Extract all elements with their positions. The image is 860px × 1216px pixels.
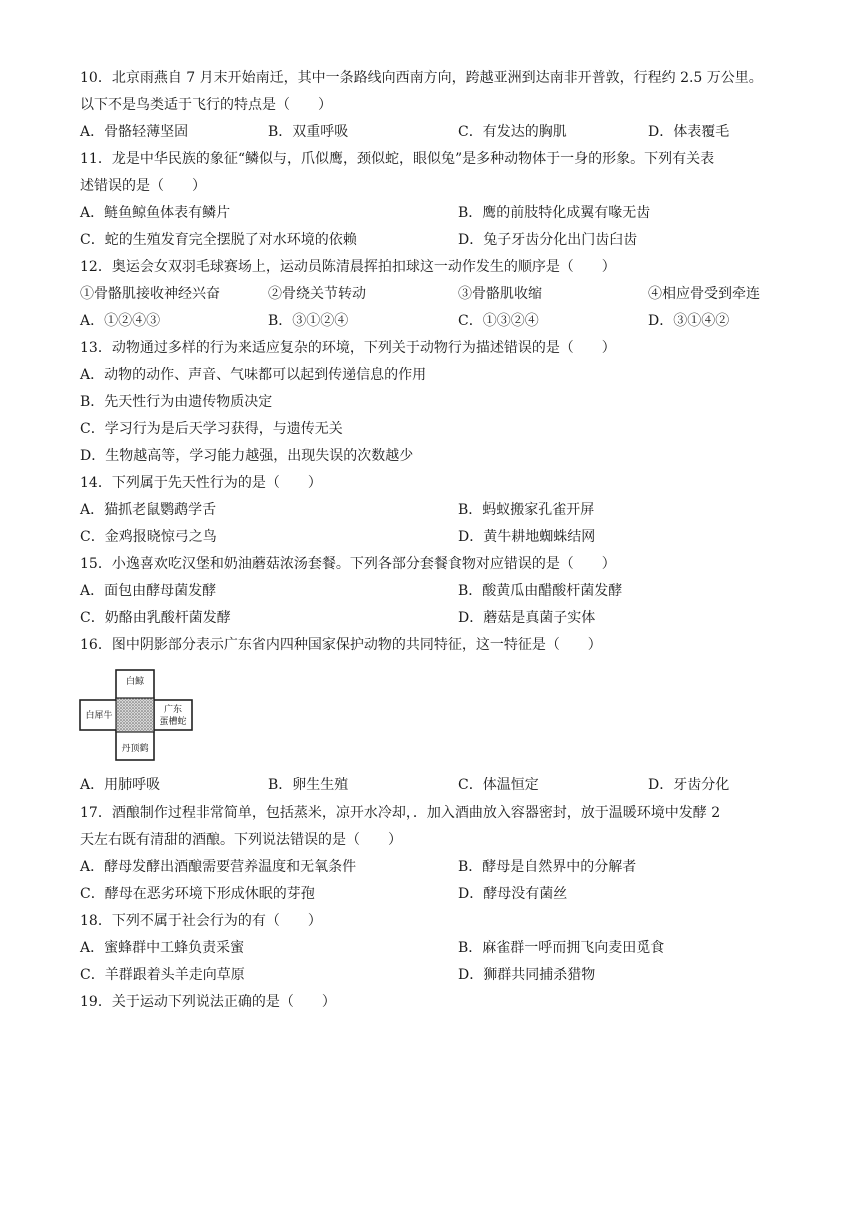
q17-option-b: B．酵母是自然界中的分解者 — [458, 859, 637, 875]
question-10-stem: 10．北京雨燕自 7 月末开始南迁，其中一条路线向西南方向，跨越亚洲到达南非开普敦，行程约 2.5 万公里。 — [80, 70, 763, 86]
q17-option-d: D．酵母没有菌丝 — [458, 886, 568, 902]
q11-option-c: C．蛇的生殖发育完全摆脱了对水环境的依赖 — [80, 232, 357, 248]
label-right-2: 蛋槽蛇 — [159, 717, 187, 727]
question-17-stem: 17．酒酿制作过程非常简单，包括蒸米，凉开水冷却，．加入酒曲放入容器密封，放于温暖环境中发酵 2 — [80, 805, 721, 821]
q12-step-2: ②骨绕关节转动 — [268, 286, 366, 302]
q18-option-a: A．蜜蜂群中工蜂负责采蜜 — [80, 940, 245, 956]
q13-option-d: D．生物越高等，学习能力越强，出现失误的次数越少 — [80, 448, 414, 464]
q12-option-d: D．③①④② — [648, 313, 730, 329]
q17-option-a: A．酵母发酵出酒酿需要营养温度和无氧条件 — [80, 859, 357, 875]
q16-option-a: A．用肺呼吸 — [80, 777, 161, 793]
q10-option-a: A．骨骼轻薄坚固 — [80, 124, 189, 140]
question-12-stem: 12．奥运会女双羽毛球赛场上，运动员陈清晨挥拍扣球这一动作发生的顺序是（ ） — [80, 259, 616, 275]
q15-option-c: C．奶酪由乳酸杆菌发酵 — [80, 610, 231, 626]
q13-option-a: A．动物的动作、声音、气味都可以起到传递信息的作用 — [80, 367, 427, 383]
q15-option-a: A．面包由酵母菌发酵 — [80, 583, 217, 599]
q12-step-3: ③骨骼肌收缩 — [458, 286, 542, 302]
question-11-stem: 11．龙是中华民族的象征“鳞似与，爪似鹰，颈似蛇，眼似兔”是多种动物体于一身的形象。下列有关表 — [80, 151, 715, 167]
question-18-stem: 18．下列不属于社会行为的有（ ） — [80, 913, 322, 929]
q10-option-c: C．有发达的胸肌 — [458, 124, 567, 140]
q12-option-b: B．③①②④ — [268, 313, 349, 329]
q16-option-d: D．牙齿分化 — [648, 777, 730, 793]
question-13-stem: 13．动物通过多样的行为来适应复杂的环境，下列关于动物行为描述错误的是（ ） — [80, 340, 616, 356]
question-16-stem: 16．图中阴影部分表示广东省内四种国家保护动物的共同特征，这一特征是（ ） — [80, 637, 602, 653]
q11-option-a: A．鲢鱼鲸鱼体表有鳞片 — [80, 205, 231, 221]
q10-option-d: D．体表覆毛 — [648, 124, 730, 140]
q18-option-d: D．狮群共同捕杀猎物 — [458, 967, 596, 983]
label-bottom: 丹顶鹤 — [121, 744, 149, 754]
question-10-stem-cont: 以下不是鸟类适于飞行的特点是（ ） — [80, 97, 332, 113]
q14-option-d: D．黄牛耕地蜘蛛结网 — [458, 529, 596, 545]
question-14-stem: 14．下列属于先天性行为的是（ ） — [80, 475, 322, 491]
q15-option-d: D．蘑菇是真菌子实体 — [458, 610, 596, 626]
q16-cross-diagram — [78, 668, 194, 764]
q17-option-c: C．酵母在恶劣环境下形成休眠的芽孢 — [80, 886, 315, 902]
q13-option-c: C．学习行为是后天学习获得，与遗传无关 — [80, 421, 343, 437]
q12-step-1: ①骨骼肌接收神经兴奋 — [80, 286, 220, 302]
label-right-1: 广东 — [163, 705, 183, 715]
q12-step-4: ④相应骨受到牵连 — [648, 286, 760, 302]
question-19-stem: 19．关于运动下列说法正确的是（ ） — [80, 994, 336, 1010]
q18-option-b: B．麻雀群一呼而拥飞向麦田觅食 — [458, 940, 665, 956]
question-11-stem-cont: 述错误的是（ ） — [80, 178, 206, 194]
shaded-overlap — [116, 698, 154, 732]
label-left: 白犀牛 — [85, 711, 113, 721]
label-top: 白鲸 — [125, 677, 145, 687]
q12-option-c: C．①③②④ — [458, 313, 539, 329]
question-17-stem-cont: 天左右既有清甜的酒酿。下列说法错误的是（ ） — [80, 832, 402, 848]
q16-option-c: C．体温恒定 — [458, 777, 539, 793]
q11-option-b: B．鹰的前肢特化成翼有喙无齿 — [458, 205, 651, 221]
q11-option-d: D．兔子牙齿分化出门齿臼齿 — [458, 232, 638, 248]
question-15-stem: 15．小逸喜欢吃汉堡和奶油蘑菇浓汤套餐。下列各部分套餐食物对应错误的是（ ） — [80, 556, 616, 572]
q16-option-b: B．卵生生殖 — [268, 777, 349, 793]
q14-option-a: A．猫抓老鼠鹦鹉学舌 — [80, 502, 217, 518]
q18-option-c: C．羊群跟着头羊走向草原 — [80, 967, 245, 983]
q14-option-c: C．金鸡报晓惊弓之鸟 — [80, 529, 217, 545]
q14-option-b: B．蚂蚁搬家孔雀开屏 — [458, 502, 595, 518]
q10-option-b: B．双重呼吸 — [268, 124, 349, 140]
q13-option-b: B．先天性行为由遗传物质决定 — [80, 394, 273, 410]
q12-option-a: A．①②④③ — [80, 313, 161, 329]
q15-option-b: B．酸黄瓜由醋酸杆菌发酵 — [458, 583, 623, 599]
